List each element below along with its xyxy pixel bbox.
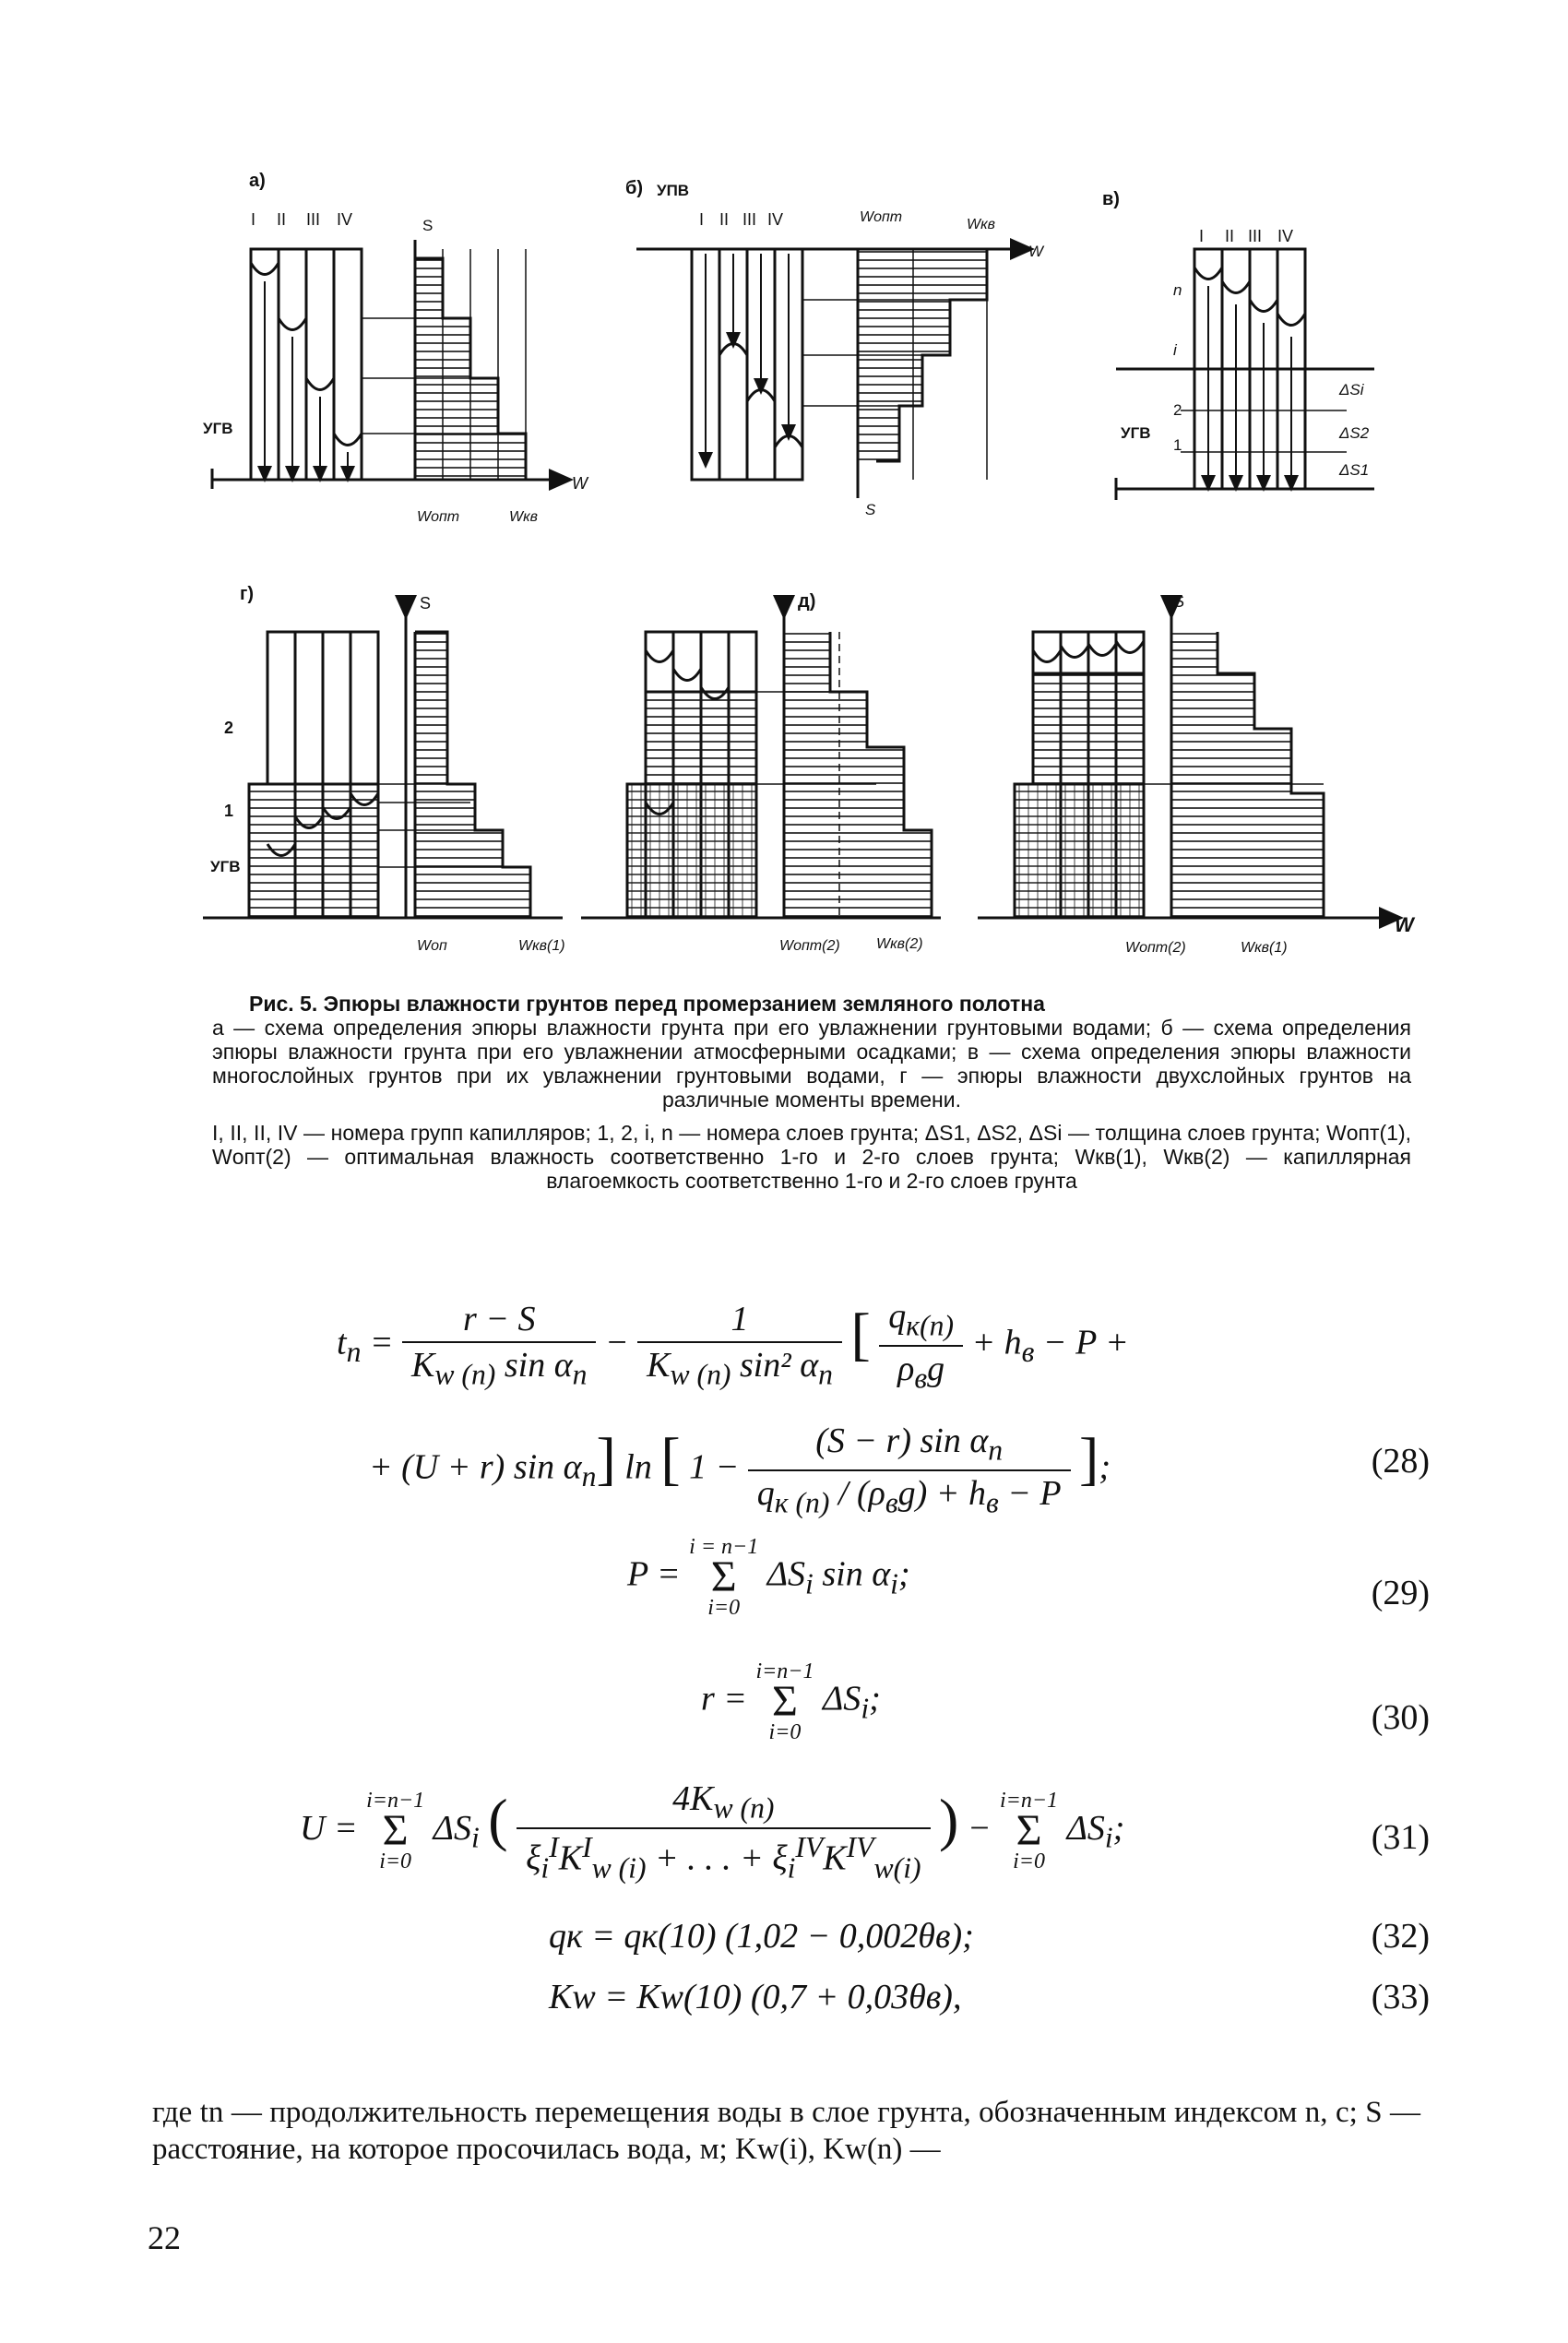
equation-number-33: (33) xyxy=(1371,1978,1430,2016)
axis-w-g: W xyxy=(1395,913,1414,936)
body-paragraph: где tn — продолжительность перемещения воды в слое грунта, обозначенным индексом n, с; S — расстояние, на которое просочилась вода, м; Kw(i), Kw(n) — xyxy=(152,2096,1420,2166)
w-opt-b: Wопт xyxy=(860,209,903,225)
ugv-label-g: УГВ xyxy=(210,858,241,875)
ugv-label-v: УГВ xyxy=(1121,424,1151,442)
equation-number-30: (30) xyxy=(1371,1698,1430,1737)
w-opt2b-g: Wопт(2) xyxy=(1125,940,1186,956)
group-b-1: I xyxy=(699,210,705,229)
panel-b xyxy=(625,178,1045,518)
panel-v xyxy=(1102,189,1374,500)
equation-30: r = i=n−1 Σ i=0 $\Delta S_i$; xyxy=(701,1659,881,1744)
ds-1: ΔS1 xyxy=(1339,461,1370,479)
group-b-4: IV xyxy=(767,210,784,229)
group-b-2: II xyxy=(719,210,730,229)
figure-moisture-diagrams xyxy=(175,157,1414,969)
group-v-1: I xyxy=(1199,227,1205,245)
equation-number-32: (32) xyxy=(1371,1917,1430,1956)
caption-title: Рис. 5. Эпюры влажности грунтов перед промерзанием земляного полотна xyxy=(249,992,1045,1016)
layer-2: 2 xyxy=(1173,401,1182,419)
panel-label-b: б) xyxy=(625,178,644,198)
panel-label-g: г) xyxy=(240,584,254,604)
panel-a xyxy=(203,171,589,525)
panel-g xyxy=(203,584,1416,956)
layer-1-g: 1 xyxy=(224,802,234,820)
page-number: 22 xyxy=(148,2219,181,2256)
group-v-4: IV xyxy=(1277,227,1294,245)
equation-33: Kw = Kw(10) (0,7 + 0,03θв), xyxy=(549,1978,962,2016)
equation-32: qк = qк(10) (1,02 − 0,002θв); xyxy=(549,1917,974,1956)
equation-number-28: (28) xyxy=(1371,1442,1430,1481)
axis-s-g3: S xyxy=(1173,592,1185,611)
w-kv1-g: Wкв(1) xyxy=(518,938,565,954)
w-opt2-g: Wопт(2) xyxy=(779,938,840,954)
axis-s-a: S xyxy=(422,217,434,234)
group-b-3: III xyxy=(742,210,757,229)
equation-number-31: (31) xyxy=(1371,1818,1430,1857)
axis-s-g: S xyxy=(420,594,432,613)
w-kv-a: Wкв xyxy=(509,509,539,525)
group-v-3: III xyxy=(1248,227,1263,245)
group-label-3: III xyxy=(306,210,321,229)
caption-legend: I, II, II, IV — номера групп капилляров; 1, 2, i, n — номера слоев грунта; ΔS1, ΔS2, ΔSi — толщина слоев грунта; Wопт(1), Wопт(2) — оптимальная влажность соответственно 1-го и 2-го слоев грунта; Wкв(1), Wкв(2) — капиллярная влагоемкость соответственно 1-го и 2-го слоев грунта xyxy=(212,1121,1411,1193)
panel-label-a: а) xyxy=(249,171,266,191)
figure-caption xyxy=(212,992,1411,1193)
w-kv-b: Wкв xyxy=(967,217,996,232)
caption-body: а — схема определения эпюры влажности грунта при его увлажнении грунтовыми водами; б — схема определения эпюры влажности грунта при его увлажнении атмосферными осадками; в — схема определения эпюры влажности многослойных грунтов при их увлажнении грунтовыми водами, г — эпюры влажности двухслойных грунтов на различные моменты времени. xyxy=(212,1016,1411,1112)
equation-31: U = i=n−1 Σ i=0 $\Delta S_i$ ( $\frac{4K_{w (n)}}{\xi_i^IK^I_{w (i)} + . . . + \xi_i^{IV}K^{IV}_{w(i)}}$ ) − i=n−1 Σ i=0 $\Delta S_i$; xyxy=(300,1779,1125,1884)
equation-28-line-1: $t_n$ = $\frac{r - S}{K_{w (n)} \sin \alpha_n}$ − $\frac{1}{K_{w (n)} \sin^2 \alpha_n}$ [ $\frac{q_{к(n)}}{\rho_вg}$ + $h_в - P$ + xyxy=(337,1297,1129,1395)
layer-2-g: 2 xyxy=(224,719,234,737)
equation-number-29: (29) xyxy=(1371,1574,1430,1612)
ugv-label-a: УГВ xyxy=(203,420,233,437)
layer-1: 1 xyxy=(1173,436,1182,454)
layer-n: n xyxy=(1173,281,1182,299)
w-kv2-g: Wкв(2) xyxy=(876,936,923,952)
layer-i: i xyxy=(1173,341,1177,359)
w-opt-a: Wопт xyxy=(417,509,460,525)
upv-label: УПВ xyxy=(657,182,690,199)
panel-label-d: д) xyxy=(798,591,816,612)
group-v-2: II xyxy=(1225,227,1235,245)
equation-29: P = i = n−1 Σ i=0 $\Delta S_i$ $\sin \alpha_i$; xyxy=(627,1535,910,1620)
ds-i: ΔSi xyxy=(1339,381,1364,398)
w-opt1-g: Wоп xyxy=(417,938,447,954)
equation-28-line-2: + (U + r) $\sin \alpha_n$] ln [ 1 − $\frac{(S - r) \sin \alpha_n}{q_{к (n)} / (\rho_вg) + h_в - P}$ ]; xyxy=(369,1421,1111,1519)
ds-2: ΔS2 xyxy=(1339,424,1370,442)
w-kv1b-g: Wкв(1) xyxy=(1241,940,1288,956)
axis-w-b: W xyxy=(1028,243,1044,260)
group-label-2: II xyxy=(277,210,287,229)
panel-label-v: в) xyxy=(1102,189,1120,209)
axis-w-a: W xyxy=(572,474,588,493)
axis-s-b: S xyxy=(865,501,876,518)
group-label-1: I xyxy=(251,210,256,229)
group-label-4: IV xyxy=(337,210,353,229)
